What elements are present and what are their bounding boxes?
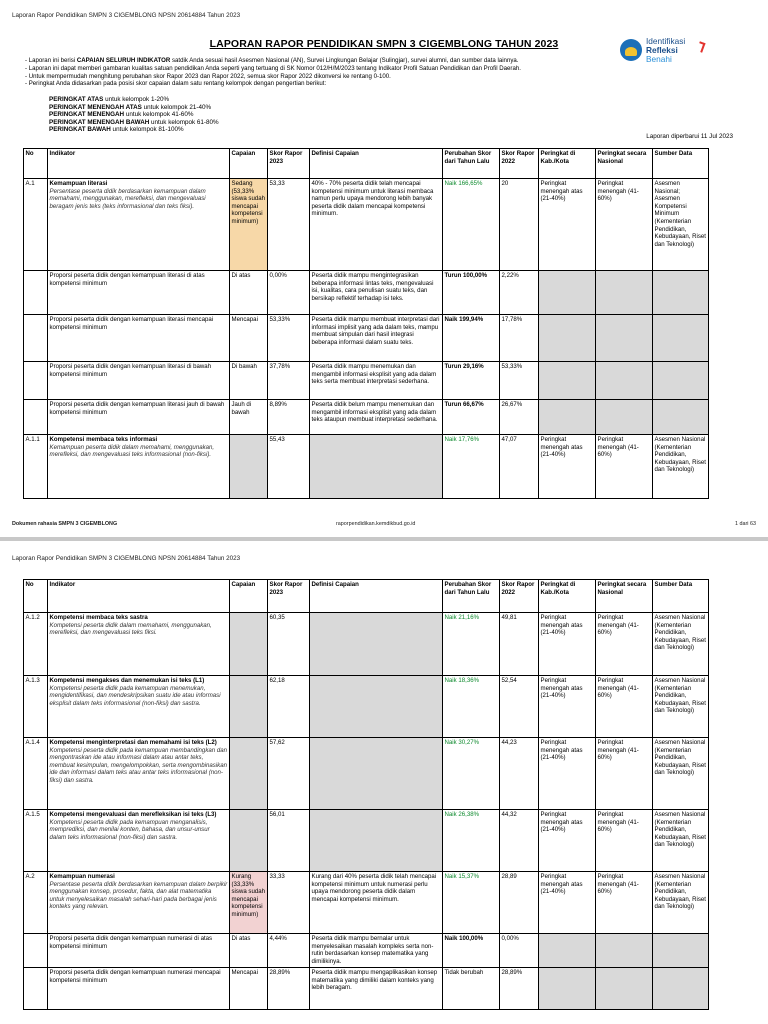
cell-sumber [653, 315, 709, 362]
logo-line-1: Identifikasi [646, 36, 686, 46]
cell-perubahan: Naik 100,00% [443, 934, 500, 968]
cell-indikator [48, 435, 230, 499]
cell-kab: Peringkat menengah atas (21-40%) [539, 872, 596, 934]
cell-nasional [596, 400, 653, 435]
cell-no: A.1.2 [24, 613, 48, 676]
report-title: LAPORAN RAPOR PENDIDIKAN SMPN 3 CIGEMBLONG TAHUN 2023 [209, 38, 559, 50]
cell-sumber [653, 400, 709, 435]
cell-capaian [230, 613, 268, 676]
cell-skor-2023: 56,01 [268, 810, 310, 872]
intro-notes [25, 54, 715, 88]
running-header: Laporan Rapor Pendidikan SMPN 3 CIGEMBLONG NPSN 20614884 Tahun 2023 [12, 12, 241, 19]
cell-nasional: Peringkat menengah (41-60%) [596, 613, 653, 676]
cell-capaian: Sedang (53,33% siswa sudah mencapai kompetensi minimum) [230, 179, 268, 271]
indicator-title: Kemampuan numerasi [49, 873, 115, 880]
cell-kab [539, 271, 596, 315]
indicator-description: Kompetensi peserta didik pada kemampuan membandingkan dan mengontraskan ide atau informasi dalam atau antar teks, membuat kesimpulan, mengelompokkan, serta mengombinasikan ide dan informasi dalam teks atau antar teks informasional (non-fiksi) dan sastra. [49, 746, 228, 784]
cell-capaian: Jauh di bawah [230, 400, 268, 435]
indicator-description: Proporsi peserta didik dengan kemampuan numerasi di atas kompetensi minimum [49, 935, 213, 950]
cell-definisi [310, 676, 443, 738]
indicator-description: Proporsi peserta didik dengan kemampuan literasi jauh di bawah kompetensi minimum [49, 401, 225, 416]
cell-indikator [48, 872, 230, 934]
cell-indikator [48, 810, 230, 872]
column-header-kab: Peringkat di Kab./Kota [539, 580, 596, 613]
cell-definisi: Peserta didik mampu mengaplikasikan konsep matematika yang dimiliki dalam konteks yang lebih beragam. [310, 968, 443, 1010]
cell-perubahan: Tidak berubah [443, 968, 500, 1010]
indicator-title: Kompetensi menginterpretasi dan memahami isi teks (L2) [49, 739, 217, 746]
updated-date: Laporan diperbarui 11 Jul 2023 [646, 133, 733, 140]
column-header-nasional: Peringkat secara Nasional [596, 580, 653, 613]
cell-skor-2023: 37,78% [268, 362, 310, 400]
rank-legend-item: PERINGKAT MENENGAH BAWAH untuk kelompok 61-80% [49, 118, 219, 126]
cell-capaian [230, 810, 268, 872]
cell-nasional [596, 934, 653, 968]
column-header-skor2023: Skor Rapor 2023 [268, 149, 310, 179]
cell-indikator [48, 934, 230, 968]
cell-kab: Peringkat menengah atas (21-40%) [539, 676, 596, 738]
cell-skor-2023: 53,33% [268, 315, 310, 362]
cell-kab [539, 362, 596, 400]
cell-skor-2022: 52,54 [500, 676, 539, 738]
indicator-description: Persentase peserta didik berdasarkan kemampuan dalam berpikir menggunakan konsep, prosedur, fakta, dan alat matematika untuk menyelesaikan masalah sehari-hari pada berbagai jenis konteks yang relevan. [49, 880, 228, 911]
running-header: Laporan Rapor Pendidikan SMPN 3 CIGEMBLONG NPSN 20614884 Tahun 2023 [12, 555, 241, 562]
cell-perubahan: Naik 30,27% [443, 738, 500, 810]
footer-center: raporpendidikan.kemdikbud.go.id [336, 521, 416, 527]
table-header-row [24, 149, 709, 179]
table-row [24, 934, 709, 968]
cell-no: A.1.5 [24, 810, 48, 872]
cell-kab [539, 934, 596, 968]
cell-kab [539, 968, 596, 1010]
cell-capaian: Kurang (33,33% siswa sudah mencapai kompetensi minimum) [230, 872, 268, 934]
table-row [24, 400, 709, 435]
cell-sumber: Asesmen Nasional (Kementerian Pendidikan, Kebudayaan, Riset dan Teknologi) [653, 738, 709, 810]
cell-no [24, 968, 48, 1010]
cell-capaian [230, 435, 268, 499]
cell-sumber: Asesmen Nasional; Asesmen Kompetensi Minimum (Kementerian Pendidikan, Kebudayaan, Riset dan Teknologi) [653, 179, 709, 271]
cell-definisi: Peserta didik belum mampu menemukan dan mengambil informasi eksplisit yang ada dalam teks ataupun membuat interpretasi sederhana. [310, 400, 443, 435]
cell-definisi: 40% - 70% peserta didik telah mencapai kompetensi minimum untuk literasi membaca namun perlu upaya mendorong lebih banyak peserta didik dalam mencapai kompetensi minimum. [310, 179, 443, 271]
cell-indikator [48, 179, 230, 271]
column-header-definisi: Definisi Capaian [310, 149, 443, 179]
cell-capaian: Di atas [230, 934, 268, 968]
cell-no [24, 362, 48, 400]
cell-capaian: Mencapai [230, 968, 268, 1010]
cell-sumber: Asesmen Nasional (Kementerian Pendidikan, Kebudayaan, Riset dan Teknologi) [653, 676, 709, 738]
column-header-indikator: Indikator [48, 149, 230, 179]
indicator-description: Kompetensi peserta didik dalam memahami, menggunakan, merefleksi, dan mengevaluasi teks fiksi. [49, 621, 212, 637]
column-header-no: No [24, 149, 48, 179]
column-header-nasional: Peringkat secara Nasional [596, 149, 653, 179]
cell-perubahan: Naik 26,38% [443, 810, 500, 872]
indicator-description: Kompetensi peserta didik pada kemampuan menemukan, mengidentifikasi, dan mendeskripsikan suatu ide atau informasi eksplisit dalam teks informasional (non-fiksi) dan sastra. [49, 684, 221, 707]
cell-skor-2023: 0,00% [268, 271, 310, 315]
cell-capaian: Di atas [230, 271, 268, 315]
indicator-title: Kompetensi membaca teks sastra [49, 614, 148, 621]
cell-capaian: Di bawah [230, 362, 268, 400]
cell-sumber: Asesmen Nasional (Kementerian Pendidikan, Kebudayaan, Riset dan Teknologi) [653, 810, 709, 872]
cell-sumber [653, 934, 709, 968]
cell-indikator [48, 968, 230, 1010]
indicator-description: Proporsi peserta didik dengan kemampuan literasi di atas kompetensi minimum [49, 272, 205, 287]
cell-perubahan: Naik 21,16% [443, 613, 500, 676]
cell-perubahan: Naik 18,36% [443, 676, 500, 738]
logo-line-3: Benahi [646, 54, 672, 64]
cell-perubahan: Turun 66,67% [443, 400, 500, 435]
column-header-skor2022: Skor Rapor 2022 [500, 580, 539, 613]
table-row [24, 179, 709, 271]
column-header-skor2022: Skor Rapor 2022 [500, 149, 539, 179]
report-page-2 [0, 541, 768, 1024]
cell-perubahan: Turun 100,00% [443, 271, 500, 315]
cell-skor-2023: 57,62 [268, 738, 310, 810]
cell-nasional: Peringkat menengah (41-60%) [596, 810, 653, 872]
cell-no [24, 271, 48, 315]
column-header-indikator: Indikator [48, 580, 230, 613]
cell-skor-2022: 28,89 [500, 872, 539, 934]
cell-sumber [653, 968, 709, 1010]
indicator-title: Kompetensi mengevaluasi dan merefleksikan isi teks (L3) [49, 811, 217, 818]
cell-indikator [48, 362, 230, 400]
cell-definisi: Peserta didik mampu membuat interpretasi dari informasi implisit yang ada dalam teks, mampu membuat simpulan dari hasil integrasi beberapa informasi dalam suatu teks. [310, 315, 443, 362]
indicator-table [23, 579, 709, 1010]
refresh-arrow-icon [696, 41, 705, 52]
indicator-description: Proporsi peserta didik dengan kemampuan literasi di bawah kompetensi minimum [49, 363, 212, 378]
cell-sumber: Asesmen Nasional (Kementerian Pendidikan, Kebudayaan, Riset dan Teknologi) [653, 435, 709, 499]
cell-no [24, 400, 48, 435]
cell-definisi [310, 613, 443, 676]
cell-indikator [48, 315, 230, 362]
column-header-definisi: Definisi Capaian [310, 580, 443, 613]
indicator-title: Kompetensi mengakses dan menemukan isi teks (L1) [49, 677, 205, 684]
cell-skor-2023: 53,33 [268, 179, 310, 271]
footer-left: Dokumen rahasia SMPN 3 CIGEMBLONG [12, 521, 118, 527]
cell-indikator [48, 738, 230, 810]
cell-nasional: Peringkat menengah (41-60%) [596, 435, 653, 499]
cell-kab: Peringkat menengah atas (21-40%) [539, 810, 596, 872]
cell-definisi [310, 738, 443, 810]
table-row [24, 676, 709, 738]
cell-nasional: Peringkat menengah (41-60%) [596, 676, 653, 738]
cell-kab: Peringkat menengah atas (21-40%) [539, 435, 596, 499]
cell-capaian: Mencapai [230, 315, 268, 362]
column-header-perubahan: Perubahan Skor dari Tahun Lalu [443, 149, 500, 179]
cell-nasional [596, 362, 653, 400]
cell-skor-2022: 44,23 [500, 738, 539, 810]
cell-skor-2022: 0,00% [500, 934, 539, 968]
column-header-capaian: Capaian [230, 149, 268, 179]
cell-definisi [310, 810, 443, 872]
indicator-description: Kemampuan peserta didik dalam memahami, menggunakan, merefleksi, dan mengevaluasi teks informasional (non-fiksi). [49, 443, 215, 459]
cell-kab: Peringkat menengah atas (21-40%) [539, 613, 596, 676]
cell-capaian [230, 676, 268, 738]
cell-nasional: Peringkat menengah (41-60%) [596, 179, 653, 271]
cell-definisi: Peserta didik mampu bernalar untuk menyelesaikan masalah kompleks serta non-rutin berdasarkan konsep matematika yang dimilikinya. [310, 934, 443, 968]
cell-skor-2022: 26,67% [500, 400, 539, 435]
cell-skor-2023: 4,44% [268, 934, 310, 968]
cell-perubahan: Naik 17,76% [443, 435, 500, 499]
table-row [24, 315, 709, 362]
cell-sumber: Asesmen Nasional (Kementerian Pendidikan, Kebudayaan, Riset dan Teknologi) [653, 872, 709, 934]
cell-capaian [230, 738, 268, 810]
cell-sumber [653, 271, 709, 315]
cell-skor-2023: 60,35 [268, 613, 310, 676]
table-row [24, 738, 709, 810]
cell-nasional: Peringkat menengah (41-60%) [596, 872, 653, 934]
cell-no: A.1.3 [24, 676, 48, 738]
cell-definisi: Kurang dari 40% peserta didik telah mencapai kompetensi minimum untuk numerasi perlu upaya mendorong peserta didik dalam mencapai kompetensi minimum. [310, 872, 443, 934]
cell-perubahan: Turun 29,16% [443, 362, 500, 400]
cell-skor-2022: 17,78% [500, 315, 539, 362]
cell-no [24, 315, 48, 362]
cell-skor-2023: 55,43 [268, 435, 310, 499]
cell-skor-2022: 53,33% [500, 362, 539, 400]
cell-skor-2022: 2,22% [500, 271, 539, 315]
cell-nasional [596, 271, 653, 315]
cell-kab [539, 400, 596, 435]
column-header-capaian: Capaian [230, 580, 268, 613]
intro-line-2: - Laporan ini dapat memberi gambaran kualitas satuan pendidikan Anda seperti yang tertuang di SK Nomor 012/H/M/2023 tentang Indikator Profil Satuan Pendidikan dan Profil Daerah. [25, 64, 521, 72]
table-row [24, 810, 709, 872]
cell-skor-2022: 44,32 [500, 810, 539, 872]
rank-legend-item: PERINGKAT BAWAH untuk kelompok 81-100% [49, 126, 184, 134]
column-header-sumber: Sumber Data [653, 149, 709, 179]
table-row [24, 271, 709, 315]
cell-indikator [48, 613, 230, 676]
cell-skor-2022: 28,89% [500, 968, 539, 1010]
table-row [24, 362, 709, 400]
cell-perubahan: Naik 199,94% [443, 315, 500, 362]
cell-nasional: Peringkat menengah (41-60%) [596, 738, 653, 810]
column-header-sumber: Sumber Data [653, 580, 709, 613]
cell-no: A.1.4 [24, 738, 48, 810]
cell-no [24, 934, 48, 968]
rank-legend-item: PERINGKAT ATAS untuk kelompok 1-20% [49, 96, 170, 103]
rank-legend-item: PERINGKAT MENENGAH ATAS untuk kelompok 21-40% [49, 103, 212, 111]
cell-skor-2022: 47,07 [500, 435, 539, 499]
indicator-title: Kemampuan literasi [49, 180, 108, 187]
cell-definisi: Peserta didik mampu menemukan dan mengambil informasi eksplisit yang ada dalam teks serta membuat interpretasi sederhana. [310, 362, 443, 400]
column-header-perubahan: Perubahan Skor dari Tahun Lalu [443, 580, 500, 613]
cell-definisi: Peserta didik mampu mengintegrasikan beberapa informasi lintas teks, mengevaluasi isi, kualitas, cara penulisan suatu teks, dan bersikap reflektif terhadap isi teks. [310, 271, 443, 315]
indicator-description: Proporsi peserta didik dengan kemampuan literasi mencapai kompetensi minimum [49, 316, 214, 331]
cell-nasional [596, 968, 653, 1010]
cell-skor-2022: 20 [500, 179, 539, 271]
intro-line-4: - Peringkat Anda didasarkan pada posisi skor capaian dalam satu rentang kelompok dengan pengertian berikut: [25, 80, 327, 88]
cell-skor-2023: 62,18 [268, 676, 310, 738]
cell-indikator [48, 271, 230, 315]
cell-no: A.1 [24, 179, 48, 271]
cell-definisi [310, 435, 443, 499]
cell-kab [539, 315, 596, 362]
footer-page-number: 1 dari 63 [735, 521, 756, 527]
cell-no: A.1.1 [24, 435, 48, 499]
indicator-description: Kompetensi peserta didik pada kemampuan menganalisis, memprediksi, dan menilai konten, bahasa, dan unsur-unsur dalam teks informasional (non-fiksi) dan sastra. [49, 818, 210, 841]
table-row [24, 613, 709, 676]
cell-sumber: Asesmen Nasional (Kementerian Pendidikan, Kebudayaan, Riset dan Teknologi) [653, 613, 709, 676]
column-header-no: No [24, 580, 48, 613]
column-header-skor2023: Skor Rapor 2023 [268, 580, 310, 613]
table-header-row [24, 580, 709, 613]
cell-skor-2023: 33,33 [268, 872, 310, 934]
table-row [24, 968, 709, 1010]
cell-skor-2023: 28,89% [268, 968, 310, 1010]
cell-perubahan: Naik 15,37% [443, 872, 500, 934]
cell-indikator [48, 400, 230, 435]
column-header-kab: Peringkat di Kab./Kota [539, 149, 596, 179]
indicator-table [23, 148, 709, 499]
cell-sumber [653, 362, 709, 400]
indicator-title: Kompetensi membaca teks informasi [49, 436, 158, 443]
cell-perubahan: Naik 166,65% [443, 179, 500, 271]
rank-legend [49, 96, 219, 134]
cell-skor-2022: 49,81 [500, 613, 539, 676]
intro-line-1: - Laporan ini berisi CAPAIAN SELURUH INDIKATOR satdik Anda sesuai hasil Asesmen Nasional (AN), Survei Lingkungan Belajar (Sulingjar), survei alumni, dan sumber data lainnya. [25, 57, 519, 64]
indicator-description: Persentase peserta didik berdasarkan kemampuan dalam memahami, menggunakan, merefleksi, dan mengevaluasi beragam jenis teks (teks informasional dan teks fiksi). [49, 187, 206, 210]
cell-kab: Peringkat menengah atas (21-40%) [539, 738, 596, 810]
rank-legend-item: PERINGKAT MENENGAH untuk kelompok 41-60% [49, 111, 194, 119]
cell-no: A.2 [24, 872, 48, 934]
cell-kab: Peringkat menengah atas (21-40%) [539, 179, 596, 271]
cell-nasional [596, 315, 653, 362]
cell-indikator [48, 676, 230, 738]
cell-skor-2023: 8,89% [268, 400, 310, 435]
intro-line-3: - Untuk mempermudah menghitung perubahan skor Rapor 2023 dan Rapor 2022, semua skor Rapor 2022 dikonversi ke rentang 0-100. [25, 72, 391, 80]
indicator-description: Proporsi peserta didik dengan kemampuan numerasi mencapai kompetensi minimum [49, 969, 221, 984]
table-row [24, 435, 709, 499]
logo-line-2: Refleksi [646, 45, 678, 55]
table-row [24, 872, 709, 934]
